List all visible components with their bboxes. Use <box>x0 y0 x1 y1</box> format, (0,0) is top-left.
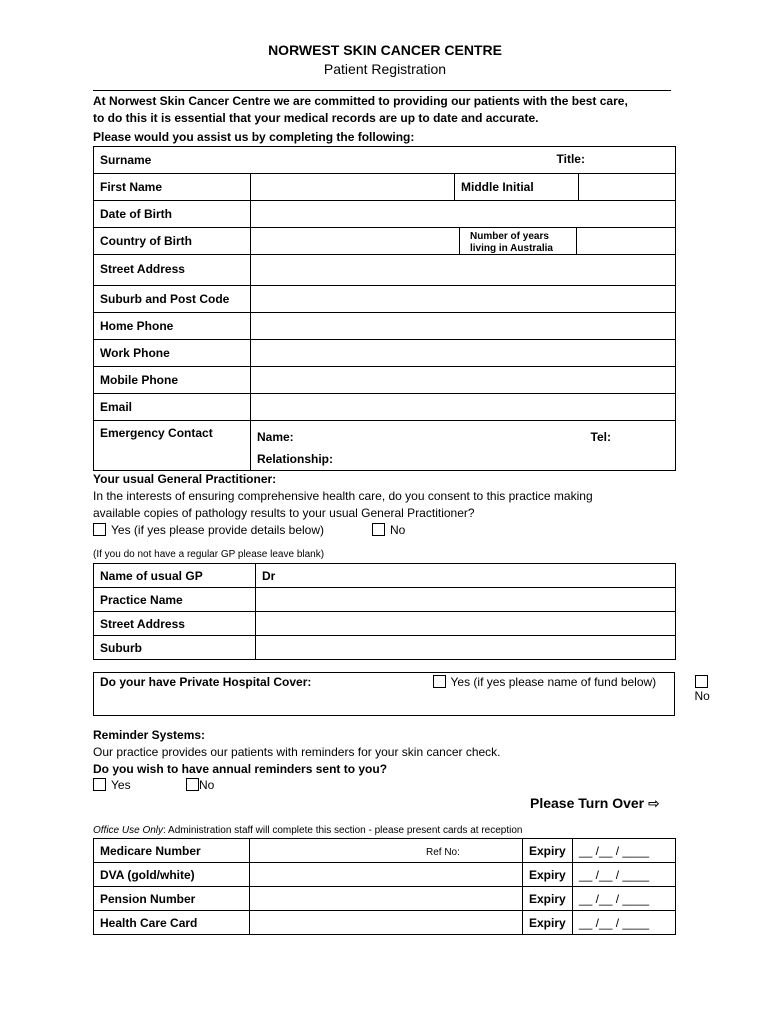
checkbox-icon[interactable] <box>433 675 446 688</box>
surname-row[interactable] <box>94 147 676 174</box>
intro-line-1: At Norwest Skin Cancer Centre we are committed to providing our patients with the best care, <box>93 94 628 108</box>
emergency-tel-label: Tel: <box>590 430 611 444</box>
practice-name-label: Practice Name <box>94 588 256 612</box>
gp-consent-no-label: No <box>390 523 406 537</box>
gp-text-2: available copies of pathology results to your usual General Practitioner? <box>93 506 475 520</box>
middle-initial-label: Middle Initial <box>455 174 579 201</box>
email-field[interactable] <box>251 394 676 421</box>
hospital-cover-cell[interactable] <box>94 673 710 716</box>
gp-street-label: Street Address <box>94 612 256 636</box>
office-use-table <box>93 838 676 935</box>
intro-line-3: Please would you assist us by completing the following: <box>93 130 415 144</box>
dva-label: DVA (gold/white) <box>94 863 250 887</box>
office-use-note <box>93 825 522 836</box>
suburb-post-field[interactable] <box>251 286 676 313</box>
office-use-italic: Office Use Only <box>93 825 164 836</box>
gp-suburb-label: Suburb <box>94 636 256 660</box>
checkbox-icon[interactable] <box>695 675 708 688</box>
mobile-phone-label: Mobile Phone <box>94 367 251 394</box>
ref-no-label: Ref No: <box>426 846 460 858</box>
gp-details-table <box>93 563 676 660</box>
dob-label: Date of Birth <box>94 201 251 228</box>
gp-name-field[interactable] <box>256 564 676 588</box>
hospital-yes[interactable] <box>433 675 657 689</box>
gp-text-1: In the interests of ensuring comprehensive health care, do you consent to this practice making <box>93 489 593 503</box>
street-field[interactable] <box>251 255 676 286</box>
checkbox-icon[interactable] <box>372 523 385 536</box>
reminders-no[interactable] <box>186 777 214 794</box>
reminders-text: Our practice provides our patients with reminders for your skin cancer check. <box>93 745 501 759</box>
hospital-no[interactable] <box>695 675 713 703</box>
hospital-cover-question: Do your have Private Hospital Cover: <box>100 675 312 689</box>
health-care-card-field[interactable] <box>250 911 523 935</box>
medicare-label: Medicare Number <box>94 839 250 863</box>
gp-consent-no[interactable] <box>372 522 405 539</box>
first-name-field[interactable] <box>251 174 455 201</box>
gp-dr-label: Dr <box>262 568 276 583</box>
please-turn-over: Please Turn Over ⇨ <box>530 795 660 811</box>
hospital-no-label: No <box>694 689 710 703</box>
reminders-question: Do you wish to have annual reminders sent to you? <box>93 762 388 776</box>
gp-consent-yes-label: Yes (if yes please provide details below) <box>111 523 325 537</box>
checkbox-icon[interactable] <box>186 778 199 791</box>
street-label: Street Address <box>94 255 251 286</box>
gp-street-field[interactable] <box>256 612 676 636</box>
emergency-relationship-label: Relationship: <box>257 452 334 466</box>
email-label: Email <box>94 394 251 421</box>
table-row <box>94 911 676 935</box>
gp-consent-yes[interactable] <box>93 522 324 539</box>
expiry-date-field[interactable]: __ /__ / ____ <box>573 911 676 935</box>
reminders-heading: Reminder Systems: <box>93 728 206 742</box>
expiry-label: Expiry <box>523 839 573 863</box>
intro-line-2: to do this it is essential that your medical records are up to date and accurate. <box>93 111 539 125</box>
expiry-label: Expiry <box>523 887 573 911</box>
surname-label: Surname <box>100 153 152 167</box>
reminders-yes-label: Yes <box>111 778 131 792</box>
practice-name-field[interactable] <box>256 588 676 612</box>
expiry-label: Expiry <box>523 911 573 935</box>
reminders-no-label: No <box>199 778 215 792</box>
hospital-yes-label: Yes (if yes please name of fund below) <box>450 675 657 689</box>
office-use-rest: : Administration staff will complete this section - please present cards at reception <box>163 825 523 836</box>
suburb-post-label: Suburb and Post Code <box>94 286 251 313</box>
medicare-field[interactable] <box>250 839 523 863</box>
checkbox-icon[interactable] <box>93 778 106 791</box>
pension-label: Pension Number <box>94 887 250 911</box>
checkbox-icon[interactable] <box>93 523 106 536</box>
gp-note: (If you do not have a regular GP please leave blank) <box>93 549 325 560</box>
expiry-date-field[interactable]: __ /__ / ____ <box>573 863 676 887</box>
mobile-phone-field[interactable] <box>251 367 676 394</box>
emergency-name-label: Name: <box>257 430 294 444</box>
home-phone-field[interactable] <box>251 313 676 340</box>
gp-name-label: Name of usual GP <box>94 564 256 588</box>
table-row <box>94 887 676 911</box>
title-label: Title: <box>556 152 585 166</box>
gp-suburb-field[interactable] <box>256 636 676 660</box>
dob-field[interactable] <box>251 201 676 228</box>
years-in-australia-cell[interactable] <box>470 228 676 255</box>
dva-field[interactable] <box>250 863 523 887</box>
pension-field[interactable] <box>250 887 523 911</box>
form-title: Patient Registration <box>323 61 447 77</box>
work-phone-label: Work Phone <box>94 340 251 367</box>
table-row <box>94 839 676 863</box>
years-label-1: Number of years <box>470 231 549 242</box>
work-phone-field[interactable] <box>251 340 676 367</box>
hospital-cover-table <box>93 672 710 716</box>
country-label: Country of Birth <box>94 228 251 255</box>
emergency-field[interactable] <box>251 421 676 471</box>
centre-name: NORWEST SKIN CANCER CENTRE <box>268 42 502 58</box>
expiry-label: Expiry <box>523 863 573 887</box>
gp-heading: Your usual General Practitioner: <box>93 472 277 486</box>
health-care-card-label: Health Care Card <box>94 911 250 935</box>
reminders-yes[interactable] <box>93 777 131 794</box>
emergency-label: Emergency Contact <box>94 421 251 471</box>
expiry-date-field[interactable]: __ /__ / ____ <box>573 839 676 863</box>
expiry-date-field[interactable]: __ /__ / ____ <box>573 887 676 911</box>
middle-initial-field[interactable] <box>579 174 676 201</box>
patient-details-table <box>93 146 676 471</box>
table-row <box>94 863 676 887</box>
years-label-2: living in Australia <box>470 243 553 254</box>
first-name-label: First Name <box>94 174 251 201</box>
title-divider <box>93 90 671 91</box>
home-phone-label: Home Phone <box>94 313 251 340</box>
